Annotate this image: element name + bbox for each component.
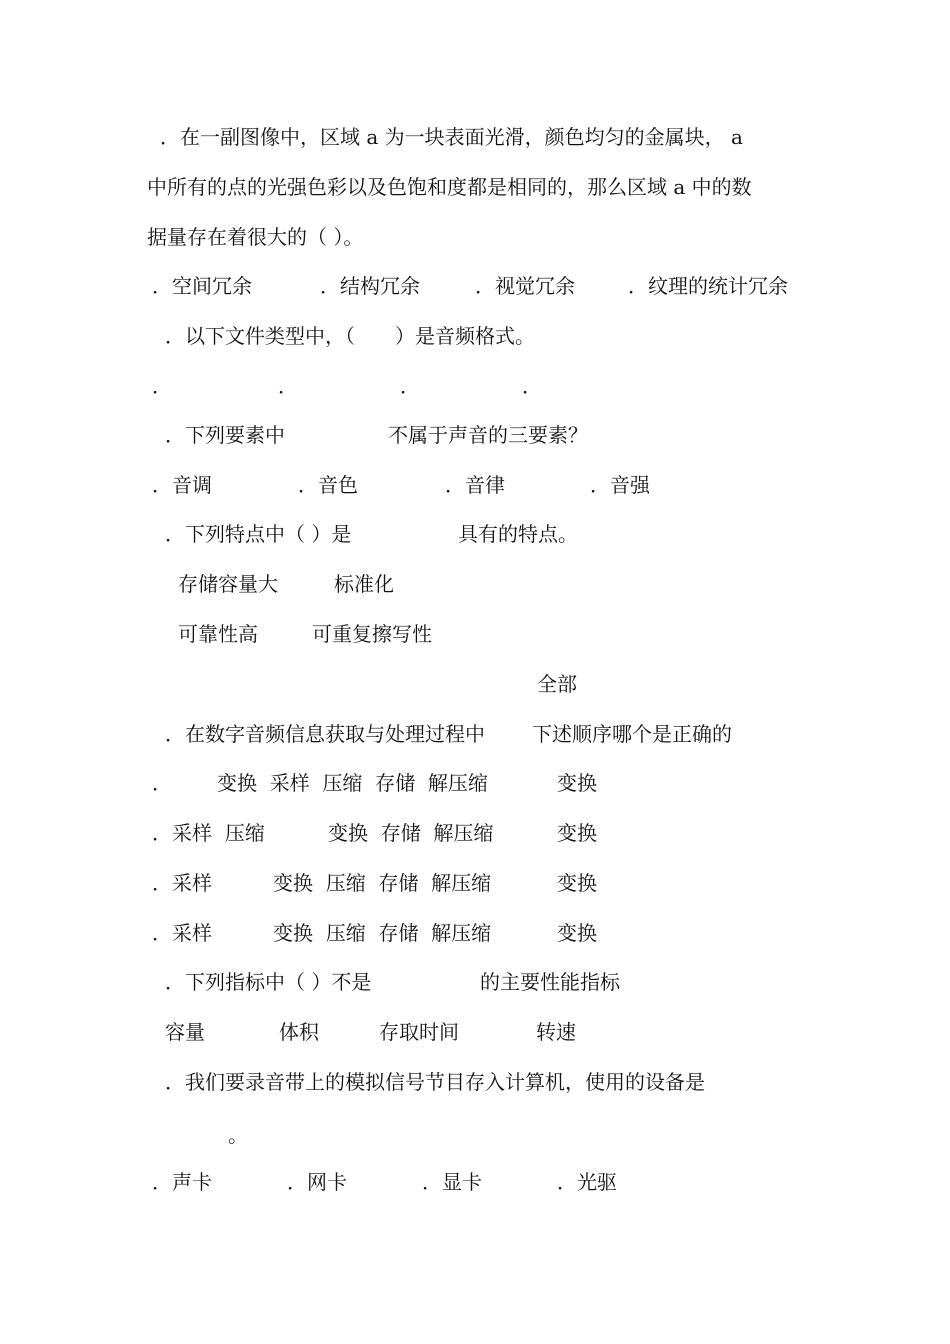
q5-option-d-steps: 变换 压缩 存储 解压缩 <box>273 921 492 945</box>
q5-option-a-steps: 变换 采样 压缩 存储 解压缩 <box>217 771 488 795</box>
q2-option-b: ． <box>278 374 298 398</box>
q3-option-b: ．音色 <box>298 473 358 497</box>
q1-line-3: 据量存在着很大的（ ）。 <box>147 225 364 249</box>
q7-option-a: ．声卡 <box>152 1170 212 1194</box>
q6-option-b: 体积 <box>279 1020 319 1044</box>
q4-option-c: 可靠性高 <box>178 622 258 646</box>
q1-option-b: ．结构冗余 <box>320 274 420 298</box>
q2-stem: ．以下文件类型中，（ ）是音频格式。 <box>165 324 535 348</box>
q4-option-b: 标准化 <box>334 572 394 596</box>
q5-option-a-end: 变换 <box>557 771 597 795</box>
q5-option-c-end: 变换 <box>557 871 597 895</box>
q4-stem-start: ．下列特点中（ ）是 <box>165 522 352 546</box>
q2-option-d: ． <box>522 374 542 398</box>
q4-option-a: 存储容量大 <box>178 572 278 596</box>
q6-stem-end: 的主要性能指标 <box>480 970 620 994</box>
q1-option-c: ．视觉冗余 <box>475 274 575 298</box>
q3-option-d: ．音强 <box>590 473 650 497</box>
q5-stem-start: ．在数字音频信息获取与处理过程中 <box>165 722 485 746</box>
q5-option-a-label: ． <box>152 771 172 795</box>
q2-option-c: ． <box>400 374 420 398</box>
q7-stem-end: 。 <box>228 1123 248 1147</box>
q2-option-a: ． <box>152 374 172 398</box>
q1-option-a: ．空间冗余 <box>152 274 252 298</box>
q5-option-b-steps: 变换 存储 解压缩 <box>328 821 494 845</box>
q5-option-c-steps: 变换 压缩 存储 解压缩 <box>273 871 492 895</box>
q7-stem: ．我们要录音带上的模拟信号节目存入计算机，使用的设备是 <box>165 1070 705 1094</box>
q4-option-d: 可重复擦写性 <box>312 622 432 646</box>
q6-option-a: 容量 <box>165 1020 205 1044</box>
q4-option-all: 全部 <box>537 672 577 696</box>
q5-stem-end: 下述顺序哪个是正确的 <box>532 722 732 746</box>
q3-stem-start: ．下列要素中 <box>165 423 285 447</box>
q6-option-d: 转速 <box>536 1020 576 1044</box>
q1-option-d: ．纹理的统计冗余 <box>628 274 788 298</box>
q1-line-1: ．在一副图像中，区域 a 为一块表面光滑，颜色均匀的金属块， a <box>160 125 743 149</box>
q7-option-d: ．光驱 <box>557 1170 617 1194</box>
q7-option-c: ．显卡 <box>422 1170 482 1194</box>
q5-option-c-label: ．采样 <box>152 871 212 895</box>
q3-stem-end: 不属于声音的三要素？ <box>388 423 588 447</box>
q5-option-b-label: ．采样 压缩 <box>152 821 265 845</box>
q6-stem-start: ．下列指标中（ ）不是 <box>165 970 372 994</box>
q5-option-d-label: ．采样 <box>152 921 212 945</box>
q7-option-b: ．网卡 <box>287 1170 347 1194</box>
q3-option-c: ．音律 <box>445 473 505 497</box>
q5-option-d-end: 变换 <box>557 921 597 945</box>
q1-line-2: 中所有的点的光强色彩以及色饱和度都是相同的，那么区域 a 中的数 <box>147 175 752 199</box>
q5-option-b-end: 变换 <box>557 821 597 845</box>
q4-stem-end: 具有的特点。 <box>458 522 578 546</box>
q3-option-a: ．音调 <box>152 473 212 497</box>
q6-option-c: 存取时间 <box>379 1020 459 1044</box>
